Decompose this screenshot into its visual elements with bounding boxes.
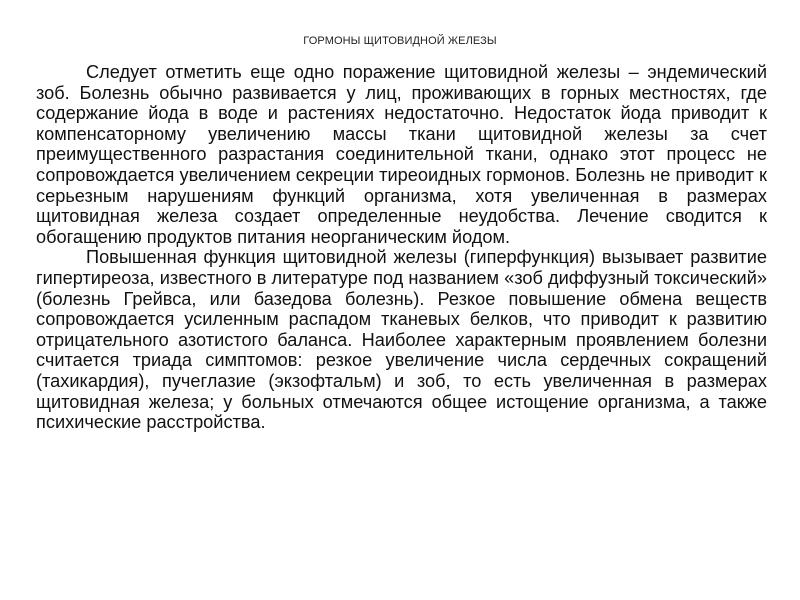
paragraph-endemic-goiter: Следует отметить еще одно поражение щитовидной железы – эндемический зоб. Болезнь обычно развивается у лиц, проживающих в горных местностях, где содержание йода в воде и растениях недостаточно. Недостаток йода приводит к компенсаторному увеличению массы ткани щитовидной железы за счет преимущественного разрастания соединительной ткани, однако этот процесс не сопровождается увеличением секреции тиреоидных гормонов. Болезнь не приводит к серьезным нарушениям функций организма, хотя увеличенная в размерах щитовидная железа создает определенные неудобства. Лечение сводится к обогащению продуктов питания неорганическим йодом. xyxy=(36,62,767,247)
slide-body xyxy=(36,62,767,433)
slide-title: ГОРМОНЫ ЩИТОВИДНОЙ ЖЕЛЕЗЫ xyxy=(303,35,497,47)
paragraph-hyperthyroidism: Повышенная функция щитовидной железы (гиперфункция) вызывает развитие гипертиреоза, известного в литературе под названием «зоб диффузный токсический» (болезнь Грейвса, или базедова болезнь). Резкое повышение обмена веществ сопровождается усиленным распадом тканевых белков, что приводит к развитию отрицательного азотистого баланса. Наиболее характерным проявлением болезни считается триада симптомов: резкое увеличение числа сердечных сокращений (тахикардия), пучеглазие (экзофтальм) и зоб, то есть увеличенная в размерах щитовидная железа; у больных отмечаются общее истощение организма, а также психические расстройства. xyxy=(36,247,767,433)
